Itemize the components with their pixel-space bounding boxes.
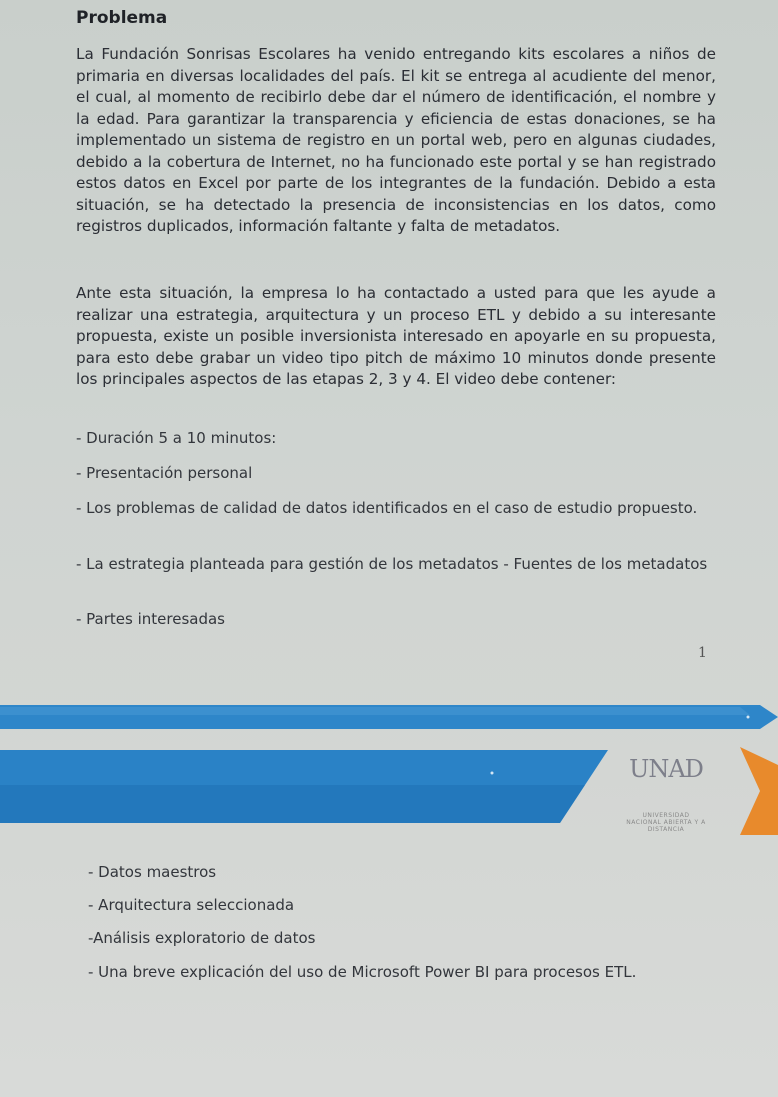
video-requirement-item: - Una breve explicación del uso de Microsoft Power BI para procesos ETL. [88, 963, 637, 981]
video-requirement-item: -Análisis exploratorio de datos [88, 929, 316, 947]
video-requirement-item: - La estrategia planteada para gestión de los metadatos - Fuentes de los metadatos [76, 555, 708, 573]
banner-main-band-shade [0, 785, 585, 823]
banner-dot [747, 716, 750, 719]
video-requirement-item: - Los problemas de calidad de datos identificados en el caso de estudio propuesto. [76, 499, 698, 517]
banner-top-stripe-highlight [0, 707, 750, 715]
banner-dot [491, 772, 494, 775]
unad-logo: UNAD [629, 755, 703, 783]
problem-paragraph-1: La Fundación Sonrisas Escolares ha venido entregando kits escolares a niños de primaria en diversas localidades del país. El kit se entrega al acudiente del menor, el cual, al momento de recibirlo debe dar el número de identificación, el nombre y la edad. Para garantizar la transparencia y eficiencia de estas donaciones, se ha implementado un sistema de registro en un portal web, pero en algunas ciudades, debido a la cobertura de Internet, no ha funcionado este portal y se han registrado estos datos en Excel por parte de los integrantes de la fundación. Debido a esta situación, se ha detectado la presencia de inconsistencias en los datos, como registros duplicados, información faltante y falta de metadatos. [76, 45, 716, 235]
unad-logo-subtitle: UNIVERSIDAD NACIONAL ABIERTA Y A DISTANCIA [626, 812, 706, 833]
page-number: 1 [698, 645, 707, 661]
banner-orange-accent [740, 747, 778, 835]
problem-paragraph-2: Ante esta situación, la empresa lo ha contactado a usted para que les ayude a realizar una estrategia, arquitectura y un proceso ETL y debido a su interesante propuesta, existe un posible inversionista interesado en apoyarle en su propuesta, para esto debe grabar un video tipo pitch de máximo 10 minutos donde presente los principales aspectos de las etapas 2, 3 y 4. El video debe contener: [76, 284, 716, 388]
video-requirement-item: - Partes interesadas [76, 610, 225, 628]
video-requirement-item: - Arquitectura seleccionada [88, 896, 295, 914]
video-requirement-item: - Datos maestros [88, 863, 217, 881]
video-requirement-item: - Duración 5 a 10 minutos: [76, 429, 277, 447]
problem-heading: Problema [76, 8, 168, 28]
video-requirement-item: - Presentación personal [76, 464, 253, 482]
